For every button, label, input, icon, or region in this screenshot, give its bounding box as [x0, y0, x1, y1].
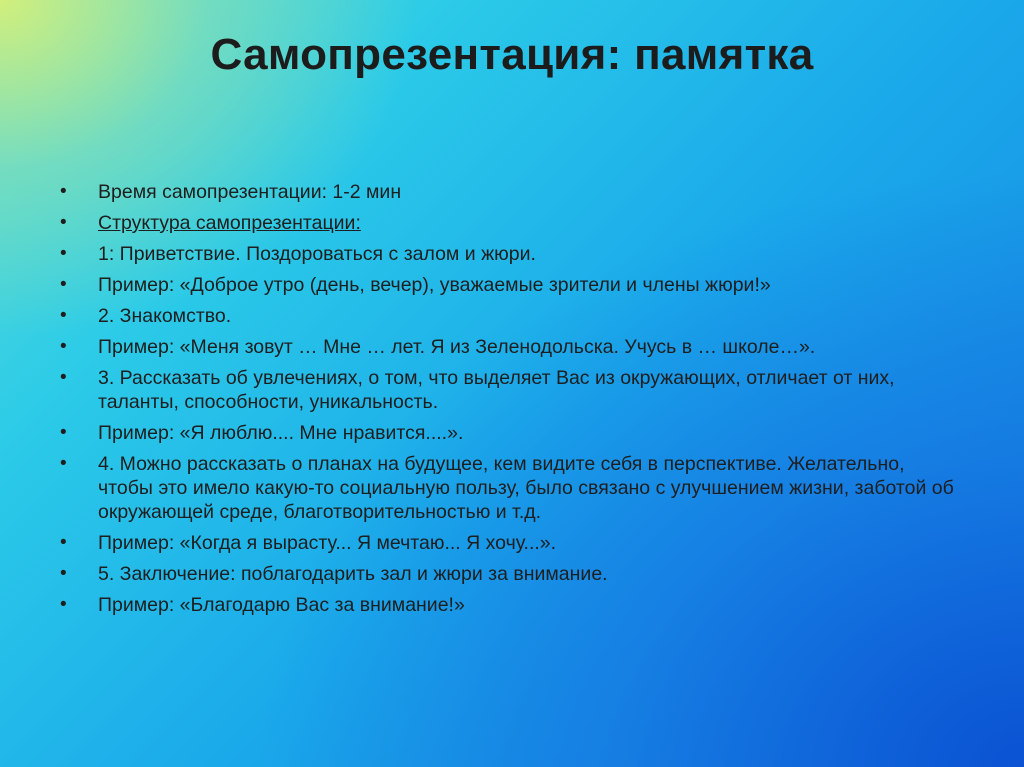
bullet-dot: • [60, 181, 67, 202]
list-item [60, 304, 960, 328]
list-item [60, 211, 960, 235]
list-item-text: Пример: «Когда я вырасту... Я мечтаю... Я хочу...». [98, 532, 557, 554]
list-item-text: 1: Приветствие. Поздороваться с залом и жюри. [98, 243, 536, 265]
list-item-text: 2. Знакомство. [98, 305, 232, 327]
bullet-dot: • [60, 532, 67, 553]
list-item-text: 4. Можно рассказать о планах на будущее, кем видите себя в перспективе. Желательно, чтобы это имело какую-то социальную пользу, было связано с улучшением жизни, заботой об окружающей среде, благотворительностью и т.д. [98, 453, 954, 523]
list-item-text: Структура самопрезентации: [98, 212, 361, 234]
bullet-list [60, 180, 960, 624]
list-item [60, 242, 960, 266]
list-item-text: Пример: «Меня зовут … Мне … лет. Я из Зеленодольска. Учусь в … школе…». [98, 336, 816, 358]
list-item [60, 421, 960, 445]
bullet-dot: • [60, 367, 67, 388]
bullet-dot: • [60, 594, 67, 615]
list-item [60, 273, 960, 297]
bullet-dot: • [60, 563, 67, 584]
list-item [60, 180, 960, 204]
bullet-dot: • [60, 305, 67, 326]
bullet-dot: • [60, 274, 67, 295]
slide-title: Самопрезентация: памятка [210, 30, 814, 79]
list-item-text: 5. Заключение: поблагодарить зал и жюри за внимание. [98, 563, 608, 585]
bullet-dot: • [60, 422, 67, 443]
bullet-dot: • [60, 243, 67, 264]
list-item [60, 562, 960, 586]
list-item [60, 593, 960, 617]
list-item-text: Пример: «Доброе утро (день, вечер), уважаемые зрители и члены жюри!» [98, 274, 771, 296]
list-item-text: Пример: «Благодарю Вас за внимание!» [98, 594, 465, 616]
bullet-dot: • [60, 336, 67, 357]
list-item [60, 452, 960, 524]
list-item-text: 3. Рассказать об увлечениях, о том, что выделяет Вас из окружающих, отличает от них, таланты, способности, уникальность. [98, 367, 895, 413]
list-item-text: Время самопрезентации: 1-2 мин [98, 181, 402, 203]
bullet-dot: • [60, 453, 67, 474]
bullet-dot: • [60, 212, 67, 233]
list-item [60, 531, 960, 555]
list-item [60, 366, 960, 414]
list-item-text: Пример: «Я люблю.... Мне нравится....». [98, 422, 464, 444]
list-item [60, 335, 960, 359]
